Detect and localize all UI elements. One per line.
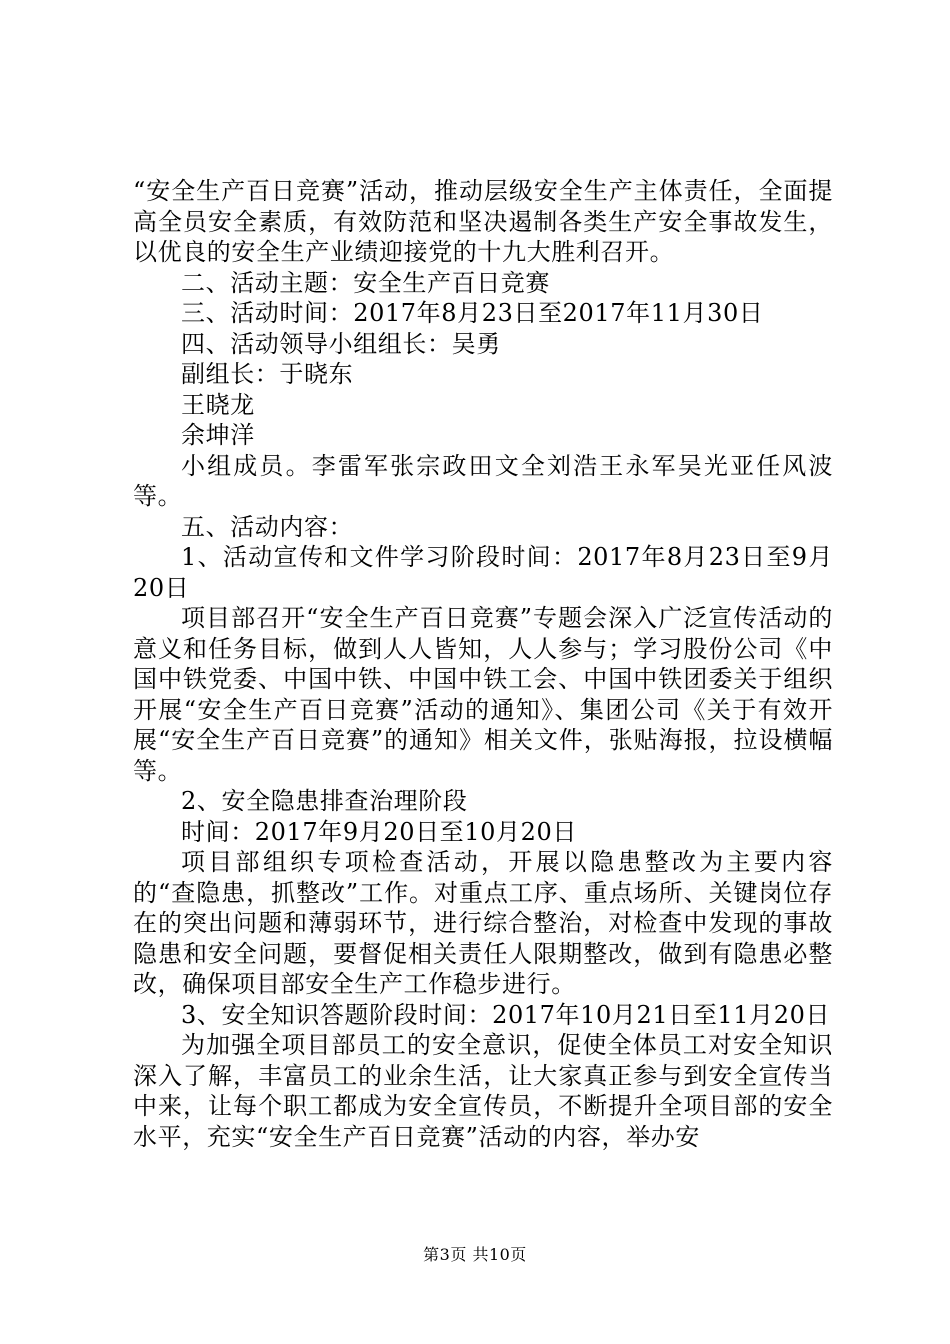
- paragraph-stage-2-body: 项目部组织专项检查活动，开展以隐患整改为主要内容的“查隐患，抓整改”工作。对重点工序、重点场所、关键岗位存在的突出问题和薄弱环节，进行综合整治，对检查中发现的事故隐患和安全问题，要督促相关责任人限期整改，做到有隐患必整改，确保项目部安全生产工作稳步进行。: [133, 848, 833, 998]
- paragraph-stage-1-body: 项目部召开“安全生产百日竞赛”专题会深入广泛宣传活动的意义和任务目标，做到人人皆知，人人参与；学习股份公司《中国中铁党委、中国中铁、中国中铁工会、中国中铁团委关于组织开展“安全生产百日竞赛”活动的通知》、集团公司《关于有效开展“安全生产百日竞赛”的通知》相关文件，张贴海报，拉设横幅等。: [133, 604, 833, 785]
- paragraph-content-heading: 五、活动内容：: [181, 512, 354, 541]
- paragraph-stage-3-heading: 3、安全知识答题阶段时间：2017年10月21日至11月20日: [181, 1000, 831, 1029]
- paragraph-leader: 四、活动领导小组组长：吴勇: [181, 329, 501, 358]
- paragraph-stage-3-body: 为加强全项目部员工的安全意识，促使全体员工对安全知识深入了解，丰富员工的业余生活，让大家真正参与到安全宣传当中来，让每个职工都成为安全宣传员，不断提升全项目部的安全水平，充实“安全生产百日竞赛”活动的内容，举办安: [133, 1031, 833, 1151]
- paragraph-deputy: 副组长：于晓东: [181, 360, 354, 388]
- paragraph-deputy-3: 余坤洋: [181, 421, 255, 449]
- paragraph-members: 小组成员。李雷军张宗政田文全刘浩王永军吴光亚任风波等。: [133, 451, 833, 510]
- paragraph-theme: 二、活动主题：安全生产百日竞赛: [181, 268, 550, 297]
- paragraph-deputy-2: 王晓龙: [181, 390, 255, 419]
- document-body: [133, 176, 833, 1152]
- paragraph-stage-2-time: 时间：2017年9月20日至10月20日: [181, 817, 577, 846]
- page-number-footer: 第3页 共10页: [423, 1245, 527, 1264]
- paragraph-stage-2-heading: 2、安全隐患排查治理阶段: [181, 787, 468, 815]
- paragraph-intro: “安全生产百日竞赛”活动，推动层级安全生产主体责任，全面提高全员安全素质，有效防范和坚决遏制各类生产安全事故发生，以优良的安全生产业绩迎接党的十九大胜利召开。: [133, 177, 833, 266]
- paragraph-time: 三、活动时间：2017年8月23日至2017年11月30日: [181, 299, 764, 327]
- paragraph-stage-1-heading: 1、活动宣传和文件学习阶段时间：2017年8月23日至9月20日: [133, 543, 833, 602]
